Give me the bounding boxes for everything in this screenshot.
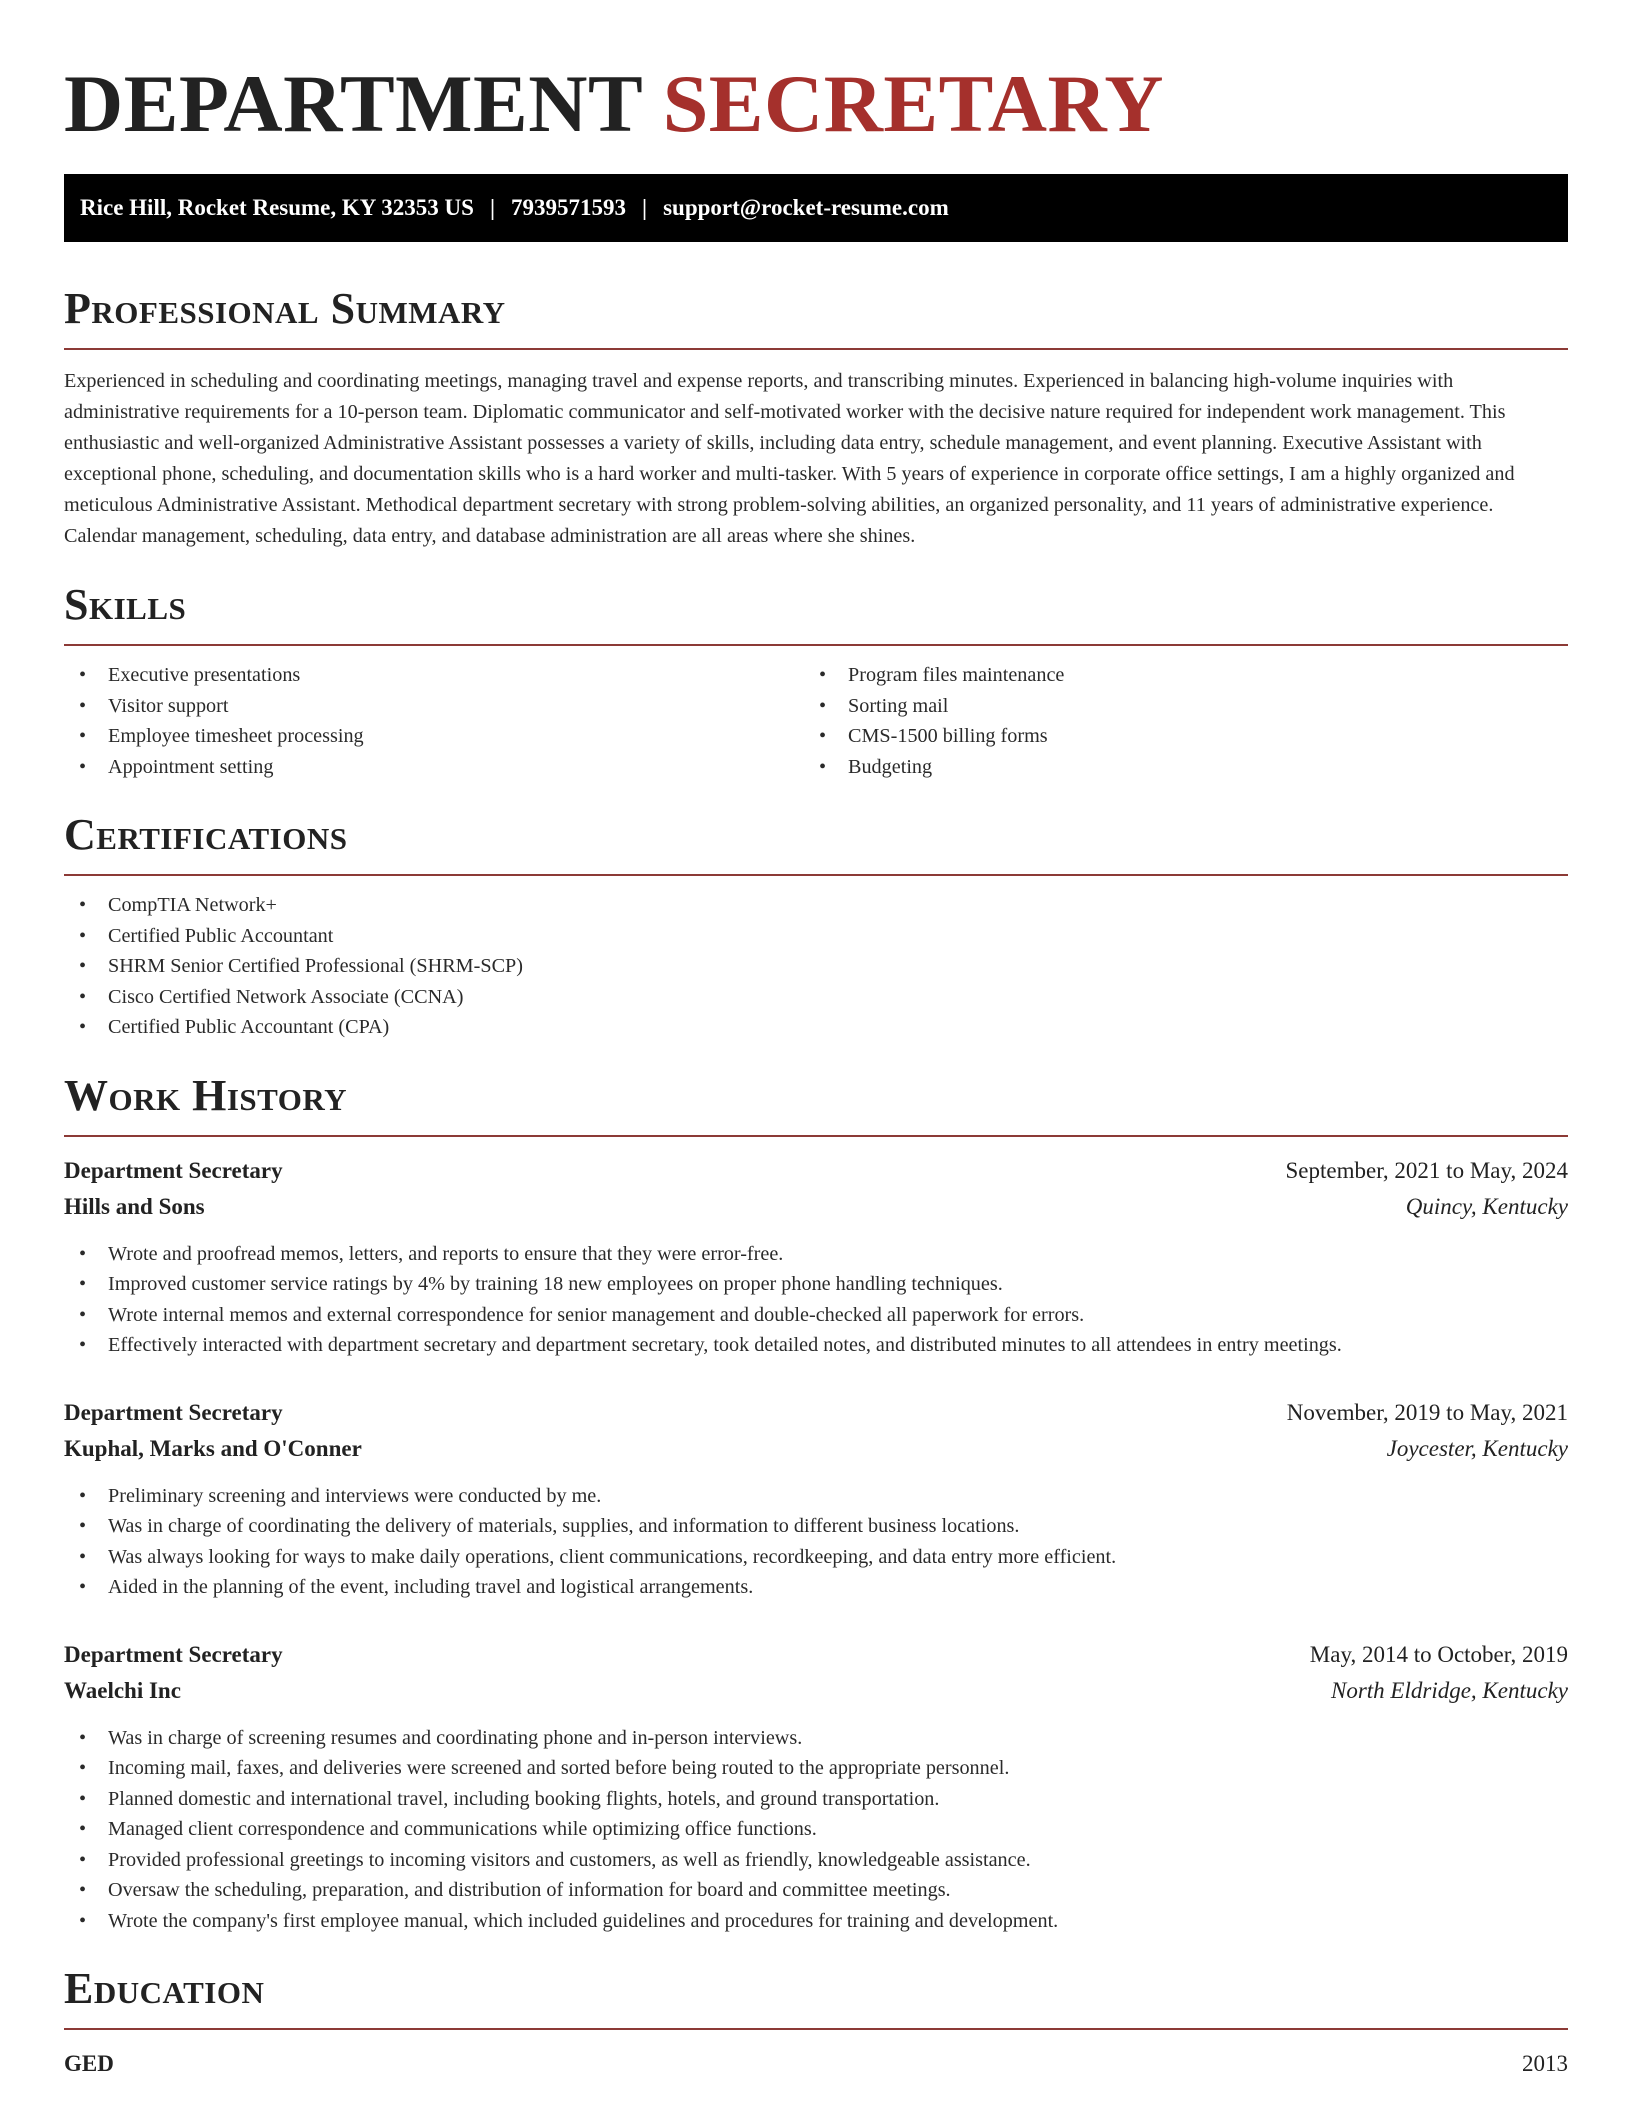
- skill-text: Employee timesheet processing: [108, 725, 364, 747]
- job-bullet-text: Improved customer service ratings by 4% by training 18 new employees on proper phone handling techniques.: [108, 1273, 1003, 1295]
- bullet-marker: •: [79, 1909, 87, 1932]
- list-item: [64, 1300, 1568, 1331]
- bullet-marker: •: [79, 1484, 87, 1507]
- section-divider: [64, 1135, 1568, 1137]
- list-item: [64, 951, 1568, 982]
- skills-section: [64, 580, 1568, 782]
- list-item: [804, 691, 1544, 722]
- certifications-heading: Certifications: [64, 810, 348, 859]
- summary-section: [64, 284, 1568, 552]
- job-title: Department Secretary: [64, 1157, 283, 1183]
- bullet-marker: •: [79, 894, 87, 916]
- list-item: [64, 1723, 1568, 1754]
- skill-text: Executive presentations: [108, 664, 301, 686]
- bullet-marker: •: [79, 1757, 87, 1779]
- summary-text: Experienced in scheduling and coordinating meetings, managing travel and expense reports, and transcribing minutes. Experienced in balancing high-volume inquiries with administrative requirements for a 10-person team. Diplomatic communicator and self-motivated worker with the decisive nature required for independent work management. This enthusiastic and well-organized Administrative Assistant possesses a variety of skills, including data entry, schedule management, and event planning. Executive Assistant with exceptional phone, scheduling, and documentation skills who is a hard worker and multi-tasker. With 5 years of experience in corporate office settings, I am a highly organized and meticulous Administrative Assistant. Methodical department secretary with strong problem-solving abilities, an organized personality, and 11 years of administrative experience. Calendar management, scheduling, data entry, and database administration are all areas where she shines.: [64, 370, 1515, 547]
- contact-separator: |: [489, 195, 496, 220]
- job-company-row: [64, 1431, 1568, 1467]
- list-item: [64, 1784, 1568, 1815]
- job-bullet-text: Was always looking for ways to make daily operations, client communications, recordkeeping, and data entry more efficient.: [108, 1545, 1117, 1568]
- job-dates: September, 2021 to May, 2024: [1285, 1157, 1568, 1183]
- contact-separator: |: [642, 195, 648, 220]
- title-second-word: SECRETARY: [662, 58, 1164, 149]
- list-item: [64, 1012, 1568, 1043]
- list-item: [64, 721, 804, 752]
- job-bullet-text: Managed client correspondence and communications while optimizing office functions.: [108, 1818, 817, 1840]
- education-heading: Education: [64, 1964, 265, 2013]
- section-divider: [64, 348, 1568, 350]
- bullet-marker: •: [79, 1545, 87, 1568]
- job-header-row: [64, 1395, 1568, 1431]
- skills-grid: [64, 660, 1568, 782]
- contact-email: support@rocket-resume.com: [663, 195, 949, 220]
- list-item: [804, 721, 1544, 752]
- section-divider: [64, 644, 1568, 646]
- job-entry: [64, 1153, 1568, 1361]
- contact-address: Rice Hill, Rocket Resume, KY 32353 US: [80, 195, 474, 220]
- certifications-list: [64, 890, 1568, 1043]
- job-bullet-text: Aided in the planning of the event, including travel and logistical arrangements.: [108, 1576, 754, 1598]
- summary-heading: Professional Summary: [64, 284, 506, 333]
- bullet-marker: •: [79, 1334, 87, 1356]
- bullet-marker: •: [819, 725, 827, 747]
- bullet-marker: •: [79, 1818, 87, 1840]
- list-item: [64, 1239, 1568, 1270]
- job-bullets: [64, 1481, 1568, 1603]
- section-divider: [64, 2028, 1568, 2030]
- contact-bar: [64, 174, 1568, 242]
- certification-text: CompTIA Network+: [108, 894, 277, 916]
- list-item: [64, 1906, 1568, 1937]
- list-item: [64, 1542, 1568, 1573]
- skills-list-right: [804, 660, 1544, 782]
- skill-text: CMS-1500 billing forms: [848, 725, 1048, 747]
- job-entry: [64, 1395, 1568, 1603]
- bullet-marker: •: [819, 694, 827, 717]
- work-history-heading: Work History: [64, 1070, 348, 1120]
- certification-text: Certified Public Accountant (CPA): [108, 1016, 390, 1038]
- list-item: [64, 1330, 1568, 1361]
- job-dates: November, 2019 to May, 2021: [1286, 1399, 1568, 1425]
- bullet-marker: •: [79, 694, 87, 717]
- job-bullet-text: Incoming mail, faxes, and deliveries were screened and sorted before being routed to the appropriate personnel.: [108, 1757, 1010, 1779]
- skills-list-left: [64, 660, 804, 782]
- job-bullet-text: Planned domestic and international travel, including booking flights, hotels, and ground transportation.: [108, 1787, 940, 1810]
- list-item: [64, 1814, 1568, 1845]
- bullet-marker: •: [79, 985, 87, 1008]
- skill-text: Program files maintenance: [848, 664, 1065, 686]
- bullet-marker: •: [79, 1879, 87, 1901]
- job-bullet-text: Effectively interacted with department secretary and department secretary, took detailed notes, and distributed minutes to all attendees in entry meetings.: [108, 1334, 1342, 1356]
- bullet-marker: •: [79, 725, 87, 747]
- job-header-row: [64, 1153, 1568, 1189]
- job-bullet-text: Was in charge of screening resumes and coordinating phone and in-person interviews.: [108, 1726, 803, 1749]
- list-item: [64, 1511, 1568, 1542]
- bullet-marker: •: [79, 924, 87, 947]
- bullet-marker: •: [819, 664, 827, 686]
- job-location: Joycester, Kentucky: [1386, 1435, 1568, 1461]
- job-bullets: [64, 1723, 1568, 1937]
- job-title: Department Secretary: [64, 1399, 283, 1425]
- bullet-marker: •: [79, 664, 87, 686]
- list-item: [64, 1572, 1568, 1603]
- job-entry: [64, 1637, 1568, 1937]
- list-item: [64, 1481, 1568, 1512]
- bullet-marker: •: [79, 955, 87, 977]
- bullet-marker: •: [79, 1576, 87, 1598]
- list-item: [64, 752, 804, 783]
- list-item: [804, 752, 1544, 783]
- job-location: North Eldridge, Kentucky: [1331, 1677, 1568, 1703]
- job-bullet-text: Provided professional greetings to incoming visitors and customers, as well as friendly, knowledgeable assistance.: [108, 1848, 1031, 1871]
- education-entry: [64, 2046, 1568, 2082]
- bullet-marker: •: [79, 1726, 87, 1749]
- list-item: [64, 1269, 1568, 1300]
- list-item: [64, 691, 804, 722]
- job-company-row: [64, 1673, 1568, 1709]
- bullet-marker: •: [79, 1242, 87, 1265]
- title-first-word: DEPARTMENT: [64, 58, 642, 149]
- list-item: [64, 660, 804, 691]
- education-section: [64, 1964, 1568, 2082]
- bullet-marker: •: [79, 1787, 87, 1810]
- bullet-marker: •: [79, 1273, 87, 1295]
- list-item: [804, 660, 1544, 691]
- certification-text: Cisco Certified Network Associate (CCNA): [108, 985, 464, 1008]
- list-item: [64, 1753, 1568, 1784]
- skills-heading: Skills: [64, 580, 187, 629]
- education-year: 2013: [1522, 2051, 1568, 2076]
- job-bullet-text: Was in charge of coordinating the delivery of materials, supplies, and information to different business locations.: [108, 1515, 1020, 1537]
- job-company-row: [64, 1189, 1568, 1225]
- bullet-marker: •: [819, 755, 827, 778]
- certification-text: SHRM Senior Certified Professional (SHRM-SCP): [108, 955, 523, 977]
- job-title: Department Secretary: [64, 1641, 283, 1667]
- list-item: [64, 1845, 1568, 1876]
- bullet-marker: •: [79, 1515, 87, 1537]
- job-company: Waelchi Inc: [64, 1677, 181, 1703]
- bullet-marker: •: [79, 1303, 87, 1326]
- skill-text: Visitor support: [108, 694, 229, 717]
- list-item: [64, 890, 1568, 921]
- bullet-marker: •: [79, 1016, 87, 1038]
- list-item: [64, 1875, 1568, 1906]
- skill-text: Budgeting: [848, 755, 933, 778]
- job-bullet-text: Oversaw the scheduling, preparation, and distribution of information for board and committee meetings.: [108, 1879, 951, 1901]
- job-bullet-text: Preliminary screening and interviews were conducted by me.: [108, 1484, 602, 1507]
- certifications-section: [64, 810, 1568, 1043]
- bullet-marker: •: [79, 1848, 87, 1871]
- job-company: Kuphal, Marks and O'Conner: [64, 1435, 362, 1461]
- contact-phone: 7939571593: [511, 195, 627, 220]
- skill-text: Appointment setting: [108, 755, 274, 778]
- bullet-marker: •: [79, 755, 87, 778]
- job-bullet-text: Wrote and proofread memos, letters, and reports to ensure that they were error-free.: [108, 1242, 784, 1265]
- job-header-row: [64, 1637, 1568, 1673]
- resume-title: [64, 0, 1568, 150]
- job-company: Hills and Sons: [64, 1193, 205, 1219]
- certification-text: Certified Public Accountant: [108, 924, 334, 947]
- job-bullet-text: Wrote internal memos and external correspondence for senior management and double-checked all paperwork for errors.: [108, 1303, 1085, 1326]
- job-bullets: [64, 1239, 1568, 1361]
- list-item: [64, 921, 1568, 952]
- work-history-section: [64, 1071, 1568, 1937]
- job-location: Quincy, Kentucky: [1405, 1193, 1568, 1219]
- skill-text: Sorting mail: [848, 694, 949, 717]
- education-degree: GED: [64, 2051, 114, 2076]
- list-item: [64, 982, 1568, 1013]
- education-row: [64, 2046, 1568, 2082]
- job-bullet-text: Wrote the company's first employee manual, which included guidelines and procedures for training and development.: [108, 1909, 1059, 1932]
- job-dates: May, 2014 to October, 2019: [1309, 1641, 1568, 1667]
- section-divider: [64, 874, 1568, 876]
